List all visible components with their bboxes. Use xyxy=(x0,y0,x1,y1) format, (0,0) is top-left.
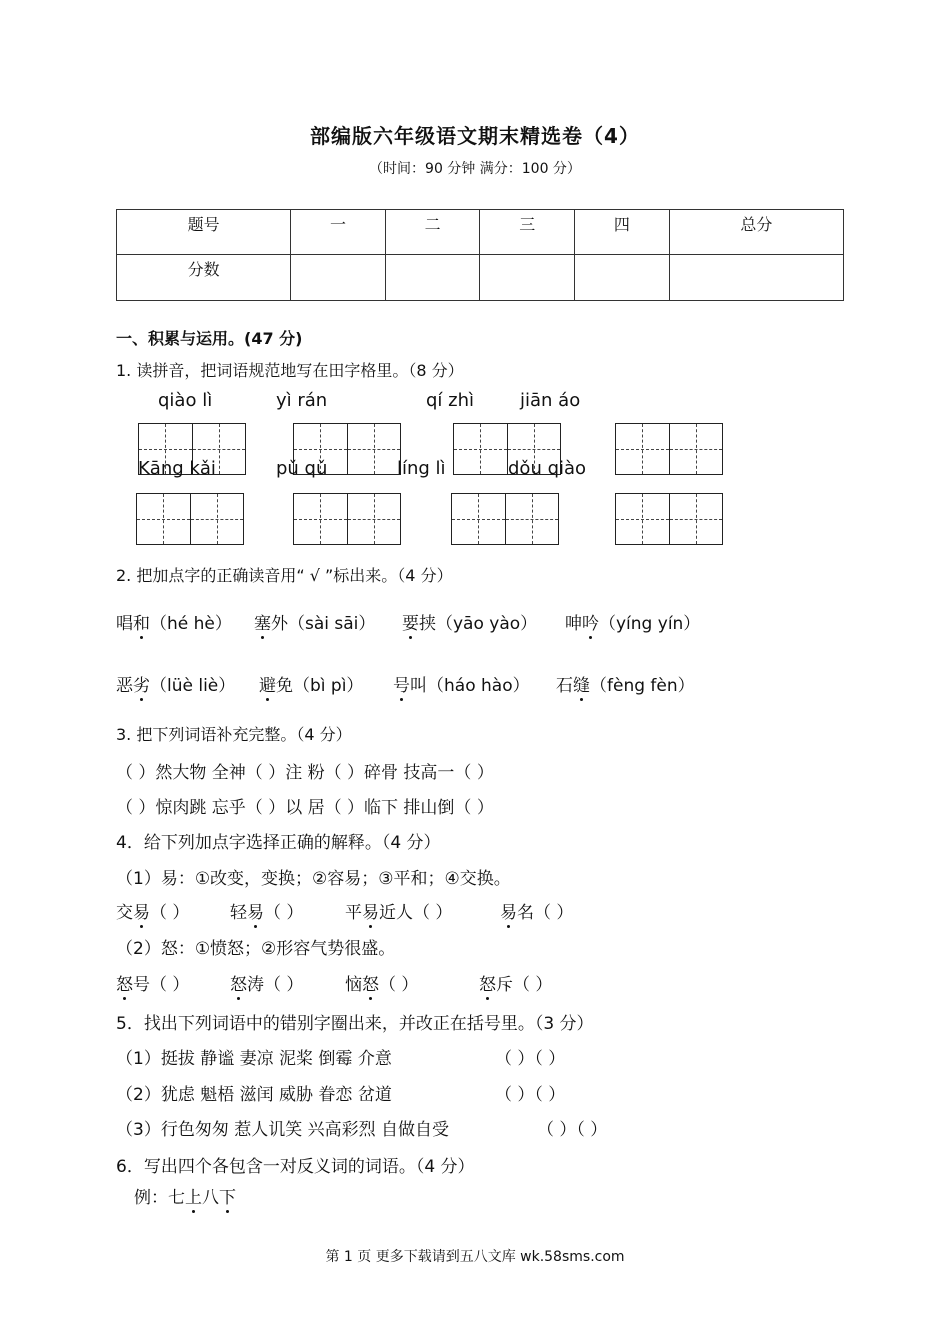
dotted-char: 易 xyxy=(500,898,517,923)
dotted-char: 易 xyxy=(133,898,150,923)
writing-grid xyxy=(615,423,723,475)
idiom-line: （ ）惊肉跳 忘乎（ ）以 居（ ）临下 排山倒（ ） xyxy=(116,798,494,818)
dotted-char: 吟 xyxy=(582,609,599,634)
word-choice: 恼怒（ ） xyxy=(345,970,418,995)
word-choice: 交易（ ） xyxy=(116,898,189,923)
reading-item: 塞外（sài sāi） xyxy=(254,609,375,634)
page-title: 部编版六年级语文期末精选卷（4） xyxy=(310,124,640,148)
answer-blanks: （ ）（ ） xyxy=(537,1120,608,1140)
score-header-cell: 总分 xyxy=(669,210,843,255)
dotted-char: 下 xyxy=(219,1183,236,1208)
dotted-char: 塞 xyxy=(254,609,271,634)
score-cell xyxy=(480,255,575,301)
pinyin-label: jiān áo xyxy=(520,390,581,411)
pinyin-label: Kāng kǎi xyxy=(138,458,216,479)
reading-item: 号叫（háo hào） xyxy=(393,671,530,696)
question-6-prompt: 6．写出四个各包含一对反义词的词语。（4 分） xyxy=(116,1157,475,1177)
dotted-char: 要 xyxy=(402,609,419,634)
score-table-header-row xyxy=(117,210,844,255)
writing-grid xyxy=(136,493,244,545)
score-header-cell: 二 xyxy=(385,210,480,255)
dotted-char: 缝 xyxy=(573,671,590,696)
typo-line: （2）犹虑 魁梧 滋闰 威胁 眷恋 岔道 xyxy=(116,1085,392,1105)
dotted-char: 易 xyxy=(362,898,379,923)
dotted-char: 怒 xyxy=(362,970,379,995)
typo-line: （1）挺拔 静谧 妻凉 泥桨 倒霉 介意 xyxy=(116,1049,392,1069)
reading-item: 唱和（hé hè） xyxy=(116,609,232,634)
question-4-prompt: 4．给下列加点字选择正确的解释。（4 分） xyxy=(116,833,441,853)
question-3-prompt: 3. 把下列词语补充完整。（4 分） xyxy=(116,725,352,744)
score-cell xyxy=(385,255,480,301)
answer-blanks: （ ）（ ） xyxy=(495,1049,566,1069)
score-header-cell: 一 xyxy=(291,210,386,255)
word-choice: 怒涛（ ） xyxy=(230,970,303,995)
reading-item: 要挟（yāo yào） xyxy=(402,609,537,634)
score-row-label: 分数 xyxy=(117,255,291,301)
dotted-char: 怒 xyxy=(116,970,133,995)
reading-item: 恶劣（lüè liè） xyxy=(116,671,235,696)
score-header-cell: 四 xyxy=(575,210,670,255)
dotted-char: 号 xyxy=(393,671,410,696)
dotted-char: 上 xyxy=(185,1183,202,1208)
question-2-prompt: 2. 把加点字的正确读音用“ √ ”标出来。（4 分） xyxy=(116,566,453,585)
pinyin-label: pǔ qǔ xyxy=(276,458,328,479)
pinyin-label: yì rán xyxy=(276,390,328,411)
reading-item: 避免（bì pì） xyxy=(259,671,363,696)
page-footer: 第 1 页 更多下载请到五八文库 wk.58sms.com xyxy=(325,1249,625,1265)
dotted-char: 怒 xyxy=(479,970,496,995)
reading-item: 呻吟（yíng yín） xyxy=(565,609,700,634)
answer-blanks: （ ）（ ） xyxy=(495,1085,566,1105)
pinyin-label: qí zhì xyxy=(426,390,475,411)
writing-grid xyxy=(615,493,723,545)
dotted-char: 怒 xyxy=(230,970,247,995)
score-cell xyxy=(291,255,386,301)
idiom-line: （ ）然大物 全神（ ）注 粉（ ）碎骨 技高一（ ） xyxy=(116,763,494,783)
word-choice: 怒斥（ ） xyxy=(479,970,552,995)
question-5-prompt: 5．找出下列词语中的错别字圈出来，并改正在括号里。（3 分） xyxy=(116,1014,594,1034)
score-header-cell: 题号 xyxy=(117,210,291,255)
pinyin-label: líng lì xyxy=(397,458,446,479)
dotted-char: 避 xyxy=(259,671,276,696)
exam-info: （时间：90 分钟 满分：100 分） xyxy=(369,161,581,177)
dotted-char: 劣 xyxy=(133,671,150,696)
pinyin-label: dǒu qiào xyxy=(508,458,587,479)
question-1-prompt: 1. 读拼音，把词语规范地写在田字格里。（8 分） xyxy=(116,361,464,380)
score-cell xyxy=(575,255,670,301)
score-cell xyxy=(669,255,843,301)
score-table xyxy=(116,209,844,301)
score-table-score-row xyxy=(117,255,844,301)
typo-line: （3）行色匆匆 惹人讥笑 兴高彩烈 自做自受 xyxy=(116,1120,450,1140)
section-heading: 一、积累与运用。(47 分) xyxy=(116,329,303,348)
definition-line: （1）易：①改变，变换；②容易；③平和；④交换。 xyxy=(116,869,511,889)
writing-grid xyxy=(293,493,401,545)
dotted-char: 易 xyxy=(247,898,264,923)
dotted-char: 和 xyxy=(133,609,150,634)
word-choice: 易名（ ） xyxy=(500,898,573,923)
example-line: 例：七上八下 xyxy=(134,1183,236,1208)
score-header-cell: 三 xyxy=(480,210,575,255)
word-choice: 怒号（ ） xyxy=(116,970,189,995)
word-choice: 轻易（ ） xyxy=(230,898,303,923)
word-choice: 平易近人（ ） xyxy=(345,898,452,923)
reading-item: 石缝（fèng fèn） xyxy=(556,671,695,696)
pinyin-label: qiào lì xyxy=(158,390,213,411)
writing-grid xyxy=(451,493,559,545)
definition-line: （2）怒：①愤怒；②形容气势很盛。 xyxy=(116,939,396,959)
